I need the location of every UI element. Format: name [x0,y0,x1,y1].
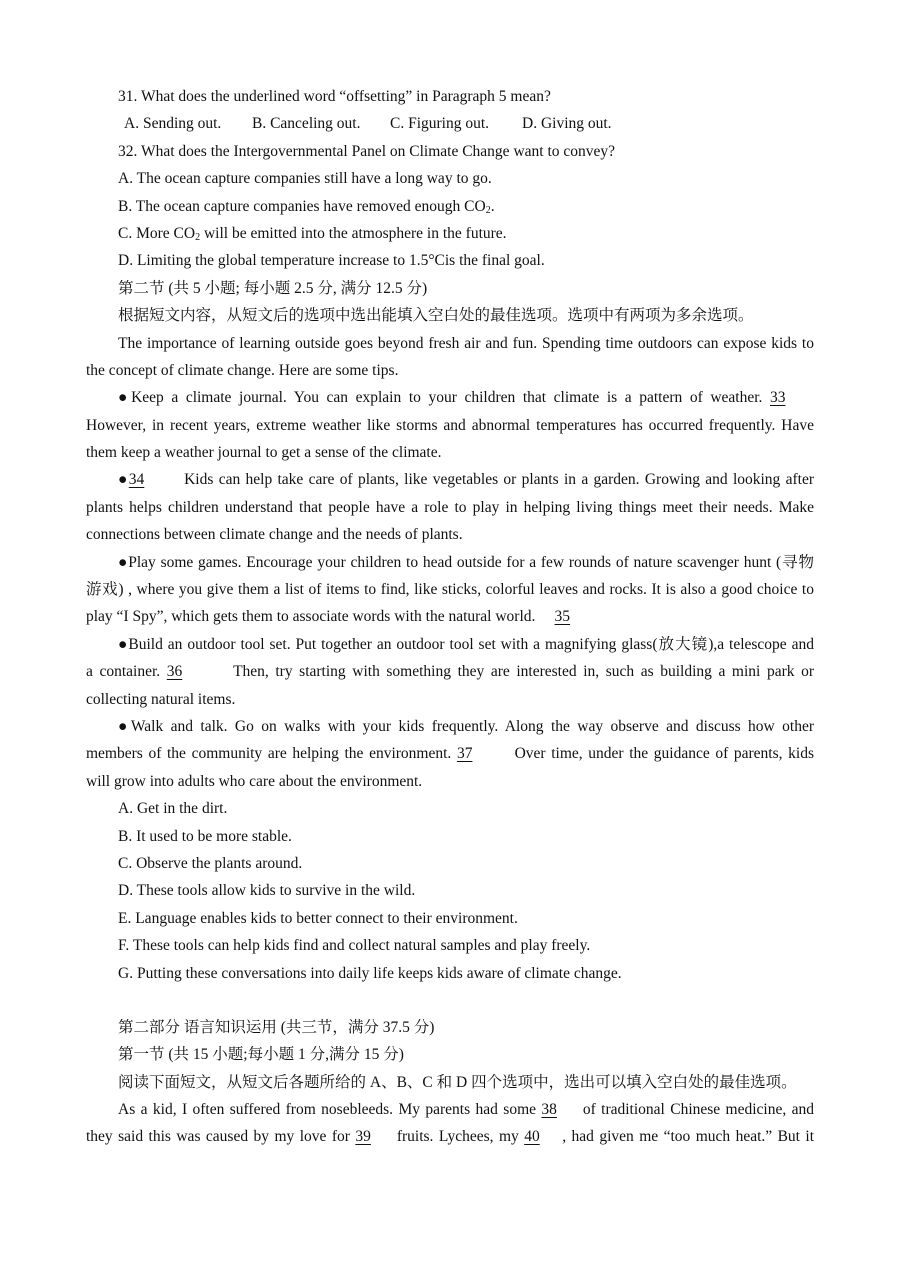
blank-39: 39 [355,1128,371,1146]
tip1-line3: them keep a weather journal to get a sense of the climate. [86,444,442,462]
co2-subscript: 2 [485,204,491,216]
tip3-line2: 游戏) , where you give them a list of items to find, like sticks, colorful leaves and rocks. It is also a good choice to [86,581,814,599]
co2-subscript: 2 [195,231,201,243]
blank-35: 35 [554,608,571,626]
q31-option-d: D. Giving out. [522,115,612,133]
choice-f: F. These tools can help kids find and collect natural samples and play freely. [118,937,591,955]
section-spacer [86,987,814,1014]
choice-c: C. Observe the plants around. [118,854,303,872]
q32-option-a: A. The ocean capture companies still have a long way to go. [118,170,492,188]
q32-option-c-end: will be emitted into the atmosphere in the future. [200,224,507,242]
blank-38: 38 [541,1101,557,1119]
part2-heading: 第二部分 语言知识运用 (共三节，满分 37.5 分) [118,1018,435,1036]
blank-34: 34 [128,471,145,489]
choice-e: E. Language enables kids to better connect to their environment. [118,909,518,927]
section2-instruction: 根据短文内容，从短文后的选项中选出能填入空白处的最佳选项。选项中有两项为多余选项。 [118,307,754,325]
choice-g: G. Putting these conversations into daily life keeps kids aware of climate change. [118,964,622,982]
tip5-text-b: Over time, under the guidance of parents, kids [514,745,815,763]
tip3-line3 [86,603,814,630]
tip3-line1: ●Play some games. Encourage your children to head outside for a few rounds of nature scavenger hunt (寻物 [118,553,814,571]
tip5-line3: will grow into adults who care about the environment. [86,772,423,790]
cloze-text-2b: fruits. Lychees, my [396,1128,519,1146]
blank-36: 36 [166,663,183,681]
tip4-line1: ●Build an outdoor tool set. Put together an outdoor tool set with a magnifying glass(放大镜),a telescope and [118,635,814,653]
tip4-line3: collecting natural items. [86,690,236,708]
section2-heading: 第二节 (共 5 小题; 每小题 2.5 分, 满分 12.5 分) [118,279,428,297]
tip4-text-a: a container. [86,663,161,681]
tip5-line2 [86,740,814,767]
tip5-line1: ●Walk and talk. Go on walks with your kids frequently. Along the way observe and discuss how other [118,717,814,735]
blank-37: 37 [456,745,473,763]
q32-option-b-text: B. The ocean capture companies have removed enough CO [118,197,486,215]
cloze-line2 [86,1123,814,1150]
tip2-line1 [86,466,814,493]
q32-option-b-end: . [490,197,495,215]
part2-instruction: 阅读下面短文，从短文后各题所给的 A、B、C 和 D 四个选项中，选出可以填入空白处的最佳选项。 [118,1073,797,1091]
tip1-text: ●Keep a climate journal. You can explain to your children that climate is a pattern of weather. [118,389,763,407]
tip3-text: play “I Spy”, which gets them to associate words with the natural world. [86,608,536,626]
cloze-text-2c: , had given me “too much heat.” But it [562,1128,815,1146]
tip2-text: Kids can help take care of plants, like vegetables or plants in a garden. Growing and looking after [184,471,814,489]
q31-option-a: A. Sending out. [124,115,222,133]
choice-d: D. These tools allow kids to survive in the wild. [118,882,416,900]
choice-b: B. It used to be more stable. [118,827,292,845]
cloze-text-2a: they said this was caused by my love for [86,1128,350,1146]
cloze-text-1b: of traditional Chinese medicine, and [582,1101,815,1119]
q32-stem: 32. What does the Intergovernmental Panel on Climate Change want to convey? [118,142,616,160]
cloze-text-1a: As a kid, I often suffered from nosebleeds. My parents had some [118,1101,537,1119]
blank-40: 40 [524,1128,540,1146]
tip1-line2: However, in recent years, extreme weather like storms and abnormal temperatures has occurred frequently. Have [86,416,814,434]
cloze-line1 [86,1096,814,1123]
tip4-line2 [86,658,814,685]
part2-subheading: 第一节 (共 15 小题;每小题 1 分,满分 15 分) [118,1046,404,1064]
q31-option-b: B. Canceling out. [252,115,361,133]
choice-a: A. Get in the dirt. [118,800,228,818]
passage-intro-line1: The importance of learning outside goes beyond fresh air and fun. Spending time outdoors can expose kids to [118,334,814,352]
q31-stem: 31. What does the underlined word “offsetting” in Paragraph 5 mean? [118,88,551,105]
passage-intro-line2: the concept of climate change. Here are some tips. [86,361,399,379]
tip2-line3: connections between climate change and the needs of plants. [86,526,463,544]
tip4-text-b: Then, try starting with something they are interested in, such as building a mini park or [233,663,814,681]
q32-option-d: D. Limiting the global temperature increase to 1.5°Cis the final goal. [118,252,545,270]
q32-option-c-text: C. More CO [118,224,196,242]
blank-33: 33 [770,389,786,407]
exam-page [86,83,814,1151]
tip2-line2: plants helps children understand that people have a role to play in helping living things meet their needs. Make [86,498,814,516]
bullet: ● [118,471,129,489]
tip1-line1 [86,384,814,411]
q31-option-c: C. Figuring out. [390,115,490,133]
q31-options [86,110,814,137]
q32-option-b [86,193,814,220]
q32-option-c [86,220,814,247]
tip5-text-a: members of the community are helping the environment. [86,745,452,763]
